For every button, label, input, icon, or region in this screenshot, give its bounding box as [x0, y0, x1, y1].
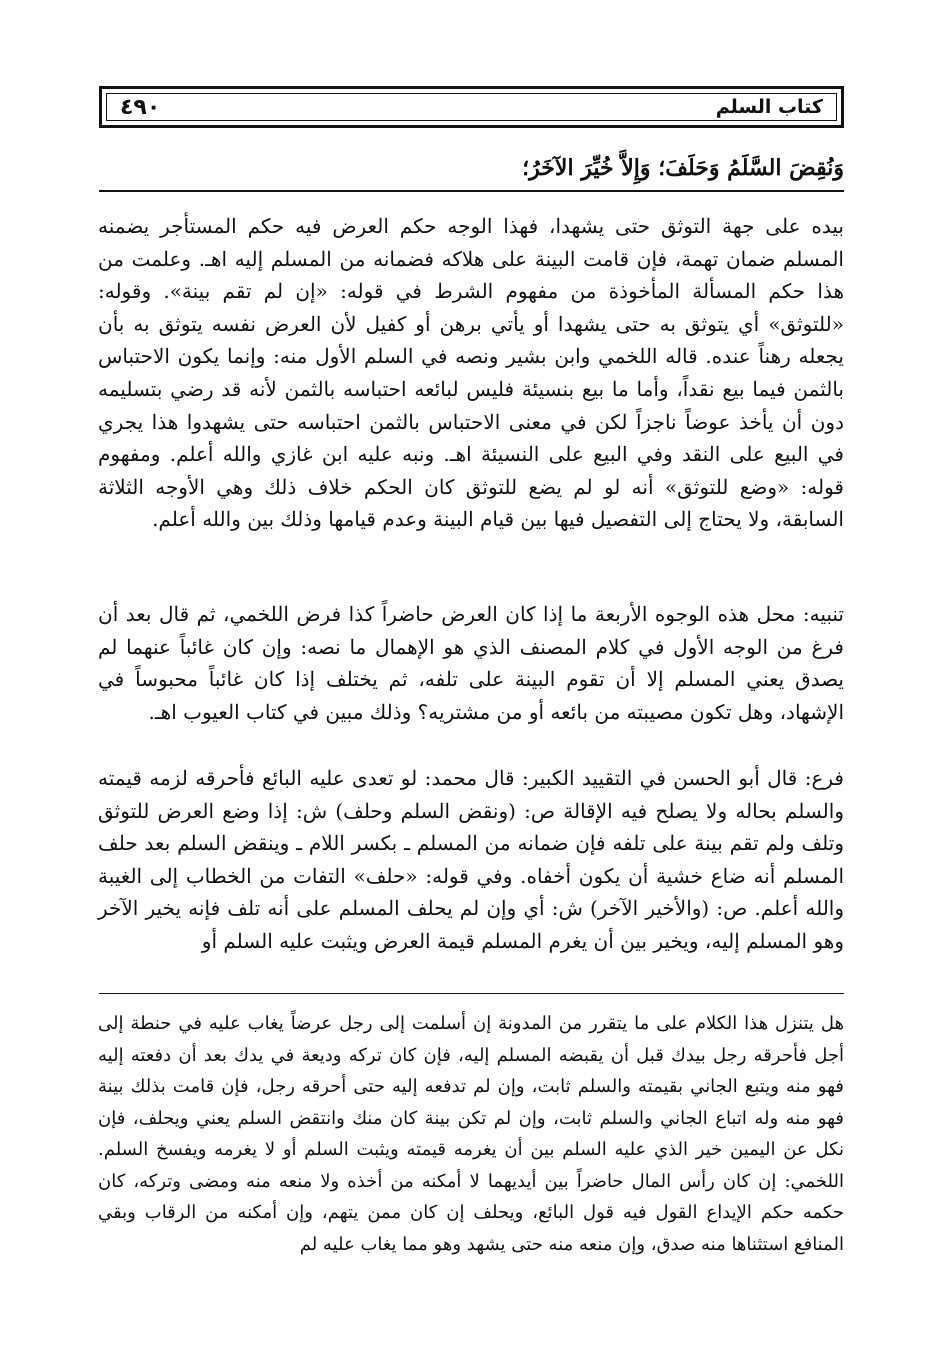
paragraph-text: تنبيه: محل هذه الوجوه الأربعة ما إذا كان العرض حاضراً كذا فرض اللخمي، ثم قال بعد أن فرغ من الوجه الأول في كلام المصنف الذي هو الإهمال ما نصه: وإن كان غائباً عنهما لم يصدق يعني المسلم إلا أن تقوم البينة على تلفه، ثم يختلف إذا كان غائباً محبوساً في الإشهاد، وهل تكون مصيبته من بائعه أو من مشتريه؟ وذلك مبين في كتاب العيوب اهـ.	[98, 602, 844, 724]
book-title: كتاب السلم	[715, 96, 823, 118]
footnote	[98, 1008, 844, 1260]
matn-divider	[99, 190, 844, 192]
paragraph-text: بيده على جهة التوثق حتى يشهدا، فهذا الوجه حكم العرض فيه حكم المستأجر يضمنه المسلم ضمان تهمة، فإن قامت البينة على هلاكه فضمانه من المسلم إليه اهـ. وعلمت من هذا حكم المسألة المأخوذة من مفهوم الشرط في قوله: «إن لم تقم بينة». وقوله: «للتوثق» أي يتوثق به حتى يشهدا أو يأتي برهن أو كفيل لأن العرض نفسه يتوثق به بأن يجعله رهناً عنده. قاله اللخمي وابن بشير ونصه في السلم الأول منه: وإنما يكون الاحتباس بالثمن فيما بيع نقداً، وأما ما بيع بنسيئة فليس لبائعه احتباسه بالثمن لأنه قد رضي بتسليمه دون أن يأخذ عوضاً ناجزاً لكن في معنى الاحتباس بالثمن احتباسه حتى يشهدوا هذا يجري في البيع على النقد وفي البيع على النسيئة اهـ. ونبه عليه ابن غازي والله أعلم. ومفهوم قوله: «وضع للتوثق» أنه لو لم يضع للتوثق كان الحكم خلاف ذلك وهي الأوجه الثلاثة السابقة، ولا يحتاج إلى التفصيل فيها بين قيام البينة وعدم قيامها وذلك بين والله أعلم.	[98, 214, 844, 532]
commentary-paragraph	[98, 762, 844, 958]
footnote-text: هل يتنزل هذا الكلام على ما يتقرر من المدونة إن أسلمت إلى رجل عرضاً يغاب عليه في حنطة إلى أجل فأحرقه رجل بيدك قبل أن يقبضه المسلم إليه، فإن كان تركه وديعة في يدك بعد أن دفعته إليه فهو منه ويتبع الجاني بقيمته والسلم ثابت، وإن لم تدفعه إليه حتى أحرقه رجل، فإن قامت بذلك بينة فهو منه وله اتباع الجاني والسلم ثابت، وإن لم تكن بينة كان منك وانتقض السلم يعني ويحلف، فإن نكل عن اليمين خير الذي عليه السلم بين أن يغرمه قيمته ويثبت السلم أو لا يغرمه ويفسخ السلم. اللخمي: إن كان رأس المال حاضراً بين أيديهما لا أمكنه من أخذه ولا منعه منه ومضى وتركه، كان حكمه حكم الإيداع القول فيه قول البائع، ويحلف إن كان ممن يتهم، وإن أمكنه من الرقاب وبقي المنافع استثناها منه صدق، وإن منعه منه حتى يشهد وهو مما يغاب عليه لم	[98, 1013, 845, 1255]
paragraph-text: فرع: قال أبو الحسن في التقييد الكبير: قال محمد: لو تعدى عليه البائع فأحرقه لزمه قيمته والسلم بحاله ولا يصلح فيه الإقالة ص: (ونقض السلم وحلف) ش: إذا وضع العرض للتوثق وتلف ولم تقم بينة على تلفه فإن ضمانه من المسلم ـ بكسر اللام ـ وينقض السلم بعد حلف المسلم أنه ضاع خشية أن يكون أخفاه. وفي قوله: «حلف» التفات من الخطاب إلى الغيبة والله أعلم. ص: (والأخير الآخر) ش: أي وإن لم يحلف المسلم على أنه تلف فإنه يخير الآخر وهو المسلم إليه، ويخير بين أن يغرم المسلم قيمة العرض ويثبت عليه السلم أو	[98, 766, 844, 953]
page-header	[99, 86, 844, 128]
page-number: ٤٩٠	[120, 94, 161, 120]
commentary-paragraph	[98, 598, 844, 728]
matn-line: وَنُقِضَ السَّلَمُ وَحَلَفَ؛ وَإِلاَّ خُيِّرَ الآخَرُ؛	[522, 155, 844, 181]
footnote-divider	[99, 993, 844, 994]
commentary-paragraph	[98, 210, 844, 536]
